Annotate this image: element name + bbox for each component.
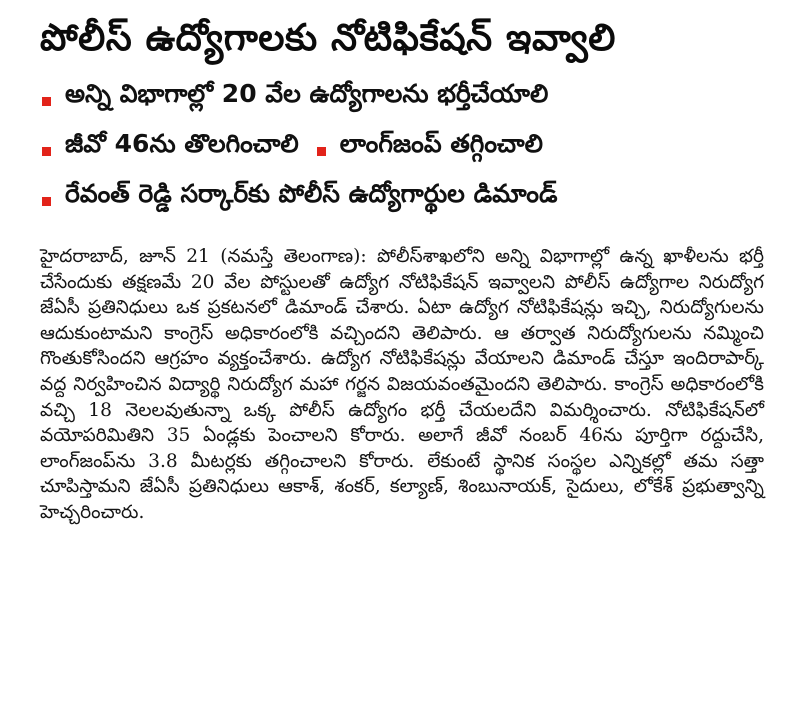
subheadline-text: అన్ని విభాగాల్లో 20 వేల ఉద్యోగాలను భర్తీచేయాలి [65,79,549,108]
subheadline-text: రేవంత్ రెడ్డి సర్కార్‌కు పోలీస్ ఉద్యోగార్థుల డిమాండ్ [65,179,558,208]
red-square-bullet-icon [42,97,51,106]
red-square-bullet-icon [42,197,51,206]
subheadline-item [40,122,764,172]
red-square-bullet-icon [317,147,326,156]
article-body: హైదరాబాద్, జూన్ 21 (నమస్తే తెలంగాణ): పోలీస్‌శాఖలోని అన్ని విభాగాల్లో ఉన్న ఖాళీలను భర్తీ చేసేందుకు తక్షణమే 20 వేల పోస్టులతో ఉద్యోగ నోటిఫికేషన్ ఇవ్వాలని పోలీస్ ఉద్యోగాల నిరుద్యోగ జేఏసీ ప్రతినిధులు ఒక ప్రకటనలో డిమాండ్ చేశారు. ఏటా ఉద్యోగ నోటిఫికేషన్లు ఇచ్చి, నిరుద్యోగులను ఆదుకుంటామని కాంగ్రెస్ అధికారంలోకి వచ్చిందని తెలిపారు. ఆ తర్వాత నిరుద్యోగులను నమ్మించి గొంతుకోసిందని ఆగ్రహం వ్యక్తంచేశారు. ఉద్యోగ నోటిఫికేషన్లు వేయాలని డిమాండ్ చేస్తూ ఇందిరాపార్క్ వద్ద నిర్వహించిన విద్యార్థి నిరుద్యోగ మహా గర్జన విజయవంతమైందని తెలిపారు. కాంగ్రెస్ అధికారంలోకి వచ్చి 18 నెలలవుతున్నా ఒక్క పోలీస్ ఉద్యోగం భర్తీ చేయలదేని విమర్శించారు. నోటిఫికేషన్‌లో వయోపరిమితిని 35 ఏండ్లకు పెంచాలని కోరారు. అలాగే జీవో నంబర్ 46ను పూర్తిగా రద్దుచేసి, లాంగ్‌జంప్‌ను 3.8 మీటర్లకు తగ్గించాలని కోరారు. లేకుంటే స్థానిక సంస్థల ఎన్నికల్లో తమ సత్తా చూపిస్తామని జేఏసీ ప్రతినిధులు ఆకాశ్, శంకర్, కల్యాణ్, శింబునాయక్, సైదులు, లోకేశ్ ప్రభుత్వాన్ని హెచ్చరించారు. [40,246,764,523]
subheadline-text: లాంగ్‌జంప్ తగ్గించాలి [339,129,543,158]
headline: పోలీస్ ఉద్యోగాలకు నోటిఫికేషన్ ఇవ్వాలి [40,16,616,59]
subheadline-list [40,72,764,222]
red-square-bullet-icon [42,147,51,156]
subheadline-item [40,172,764,222]
subheadline-text: జీవో 46ను తొలగించాలి [65,129,299,158]
subheadline-item [40,72,764,122]
